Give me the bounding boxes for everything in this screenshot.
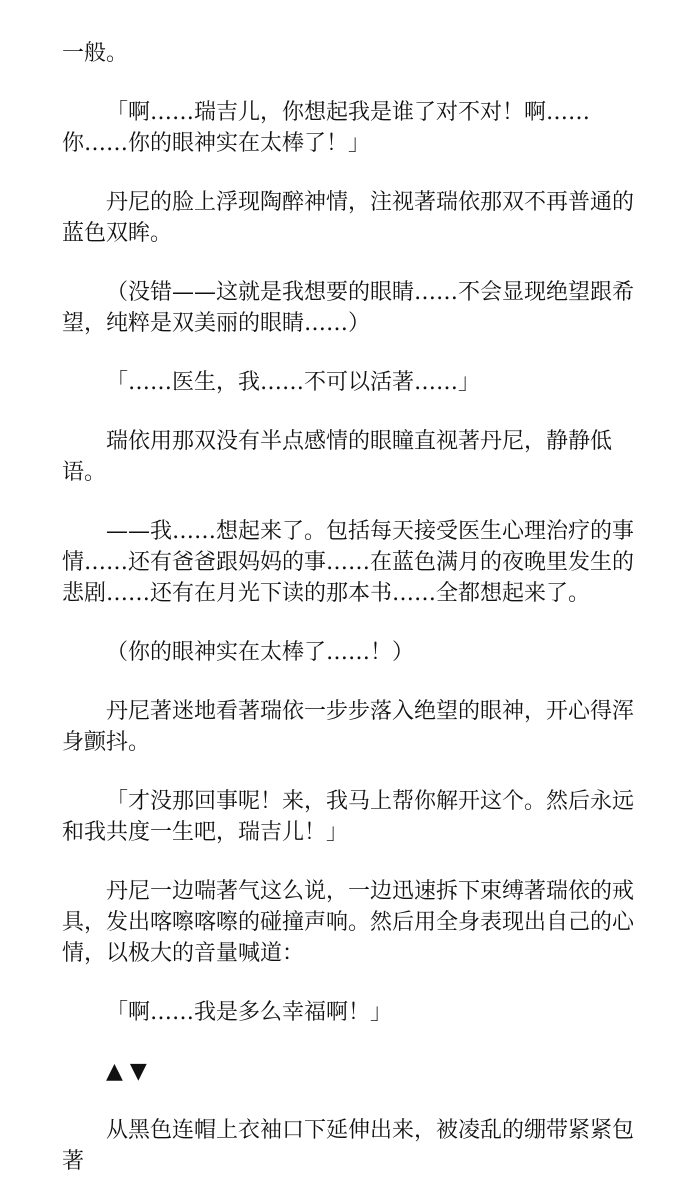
section-break-symbols: ▲ ▼ xyxy=(106,1059,147,1084)
paragraph-12: 「啊……我是多么幸福啊！」 xyxy=(106,1000,393,1025)
paragraph-5: 「……医生，我……不可以活著……」 xyxy=(106,370,481,395)
paragraph-8: （你的眼神实在太棒了……！） xyxy=(106,640,415,665)
paragraph-9: 丹尼著迷地看著瑞依一步步落入绝望的眼神，开心得浑身颤抖。 xyxy=(62,699,635,755)
paragraph-4: （没错——这就是我想要的眼睛……不会显现绝望跟希望，纯粹是双美丽的眼睛……） xyxy=(62,280,635,336)
paragraph-7: ——我……想起来了。包括每天接受医生心理治疗的事情……还有爸爸跟妈妈的事……在蓝色满月的夜晚里发生的悲剧……还有在月光下读的那本书……全都想起来了。 xyxy=(62,519,635,606)
paragraph-2: 「啊……瑞吉儿，你想起我是谁了对不对！啊……你……你的眼神实在太棒了！」 xyxy=(62,100,591,156)
paragraph-1: 一般。 xyxy=(62,41,129,66)
paragraph-13: 从黑色连帽上衣袖口下延伸出来，被凌乱的绷带紧紧包著 xyxy=(62,1118,635,1174)
paragraph-11: 丹尼一边喘著气这么说，一边迅速拆下束缚著瑞依的戒具，发出喀嚓喀嚓的碰撞声响。然后用全身表现出自己的心情，以极大的音量喊道： xyxy=(62,879,635,966)
paragraph-10: 「才没那回事呢！来，我马上帮你解开这个。然后永远和我共度一生吧，瑞吉儿！」 xyxy=(62,789,635,845)
document-page xyxy=(62,38,648,1177)
paragraph-3: 丹尼的脸上浮现陶醉神情，注视著瑞依那双不再普通的蓝色双眸。 xyxy=(62,190,635,246)
paragraph-6: 瑞依用那双没有半点感情的眼瞳直视著丹尼，静静低语。 xyxy=(62,429,613,485)
